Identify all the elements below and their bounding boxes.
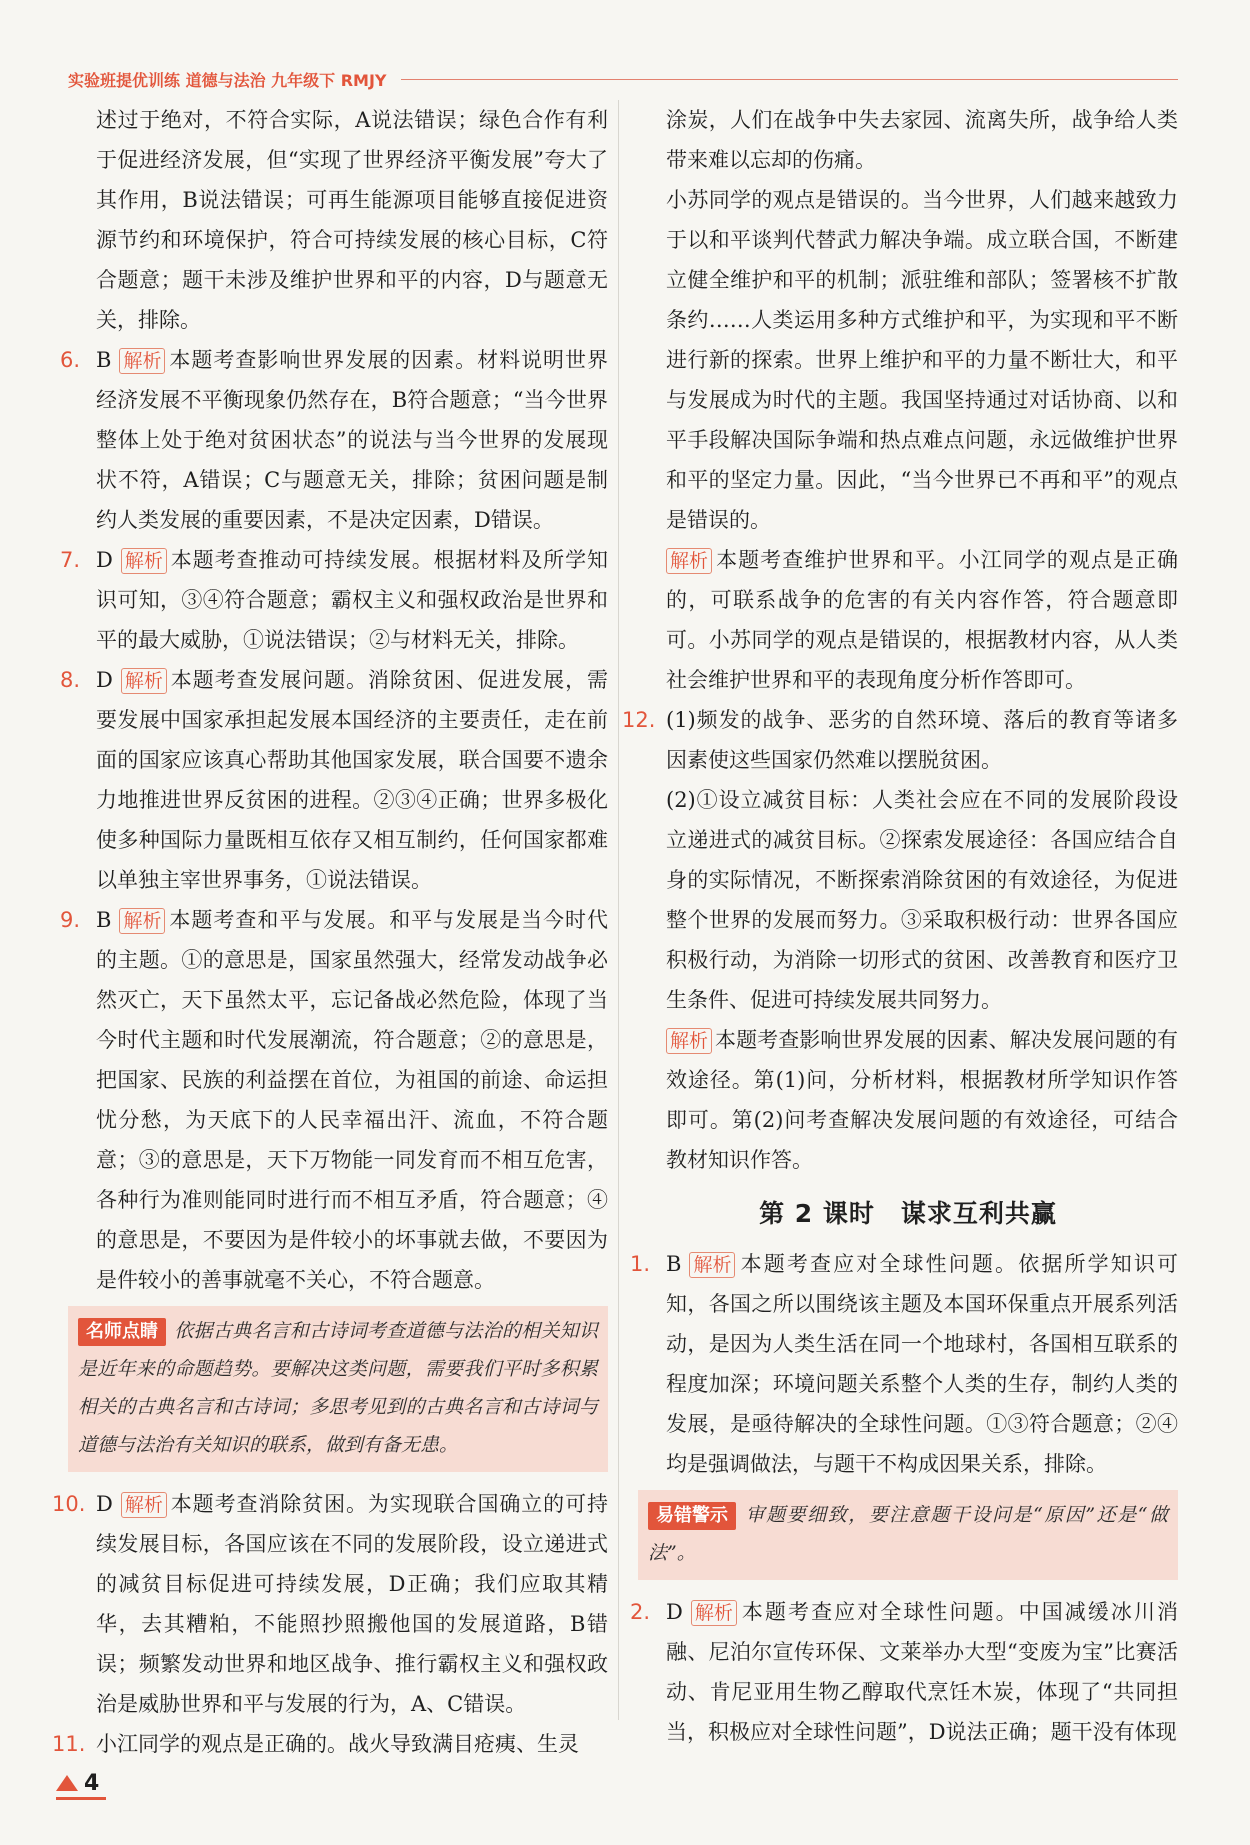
analysis-tag: 解析: [121, 668, 167, 694]
item-number: 12.: [622, 708, 656, 732]
item-text: 本题考查应对全球性问题。依据所学知识可知，各国之所以围绕该主题及本国环保重点开展系列活动，是因为人类生活在同一个地球村，各国相互联系的程度加深；环境问题关系整个人类的生存，制约人类的发展，是亟待解决的全球性问题。①③符合题意；②④均是强调做法，与题干不构成因果关系，排除。: [666, 1252, 1178, 1476]
answer-letter: D: [666, 1600, 683, 1624]
item-12-analysis: [638, 1020, 1178, 1180]
item-number: 8.: [60, 668, 81, 692]
error-warning-text: 审题要细致，要注意题干设问是“原因”还是“做法”。: [648, 1504, 1168, 1564]
item-text: 本题考查影响世界发展的因素。材料说明世界经济发展不平衡现象仍然存在，B符合题意；“当今世界整体上处于绝对贫困状态”的说法与当今世界的发展现状不符，A错误；C与题意无关，排除；贫困问题是制约人类发展的重要因素，不是决定因素，D错误。: [96, 348, 608, 532]
answer-letter: B: [666, 1252, 682, 1276]
lesson2-item-1: [630, 1244, 1178, 1484]
item-12-part-2: (2)①设立减贫目标：人类社会应在不同的发展阶段设立递进式的减贫目标。②探索发展途径：各国应结合自身的实际情况，不断探索消除贫困的有效途径，为促进整个世界的发展而努力。③采取积极行动：世界各国应积极行动，为消除一切形式的贫困、改善教育和医疗卫生条件、促进可持续发展共同努力。: [666, 788, 1178, 1012]
item-11-paragraph-2: 小苏同学的观点是错误的。当今世界，人们越来越致力于以和平谈判代替武力解决争端。成立联合国，不断建立健全维护和平的机制；派驻维和部队；签署核不扩散条约……人类运用多种方式维护和平，为实现和平不断进行新的探索。世界上维护和平的力量不断壮大，和平与发展成为时代的主题。我国坚持通过对话协商、以和平手段解决国际争端和热点难点问题，永远做维护世界和平的坚定力量。因此，“当今世界已不再和平”的观点是错误的。: [666, 188, 1178, 532]
item-number: 11.: [52, 1732, 86, 1756]
answer-letter: D: [96, 1492, 113, 1516]
analysis-text: 本题考查维护世界和平。小江同学的观点是正确的，可联系战争的危害的有关内容作答，符合题意即可。小苏同学的观点是错误的，根据教材内容，从人类社会维护世界和平的表现角度分析作答即可。: [666, 548, 1178, 692]
analysis-tag: 解析: [119, 908, 165, 934]
item-text: 本题考查应对全球性问题。中国减缓冰川消融、尼泊尔宣传环保、文莱举办大型“变废为宝”比赛活动、肯尼亚用生物乙醇取代烹饪木炭，体现了“共同担当，积极应对全球性问题”，D说法正确；题干没有体现: [666, 1600, 1178, 1744]
page-number-underline: [56, 1797, 106, 1800]
analysis-tag: 解析: [121, 1492, 167, 1518]
answer-item-10: [52, 1484, 608, 1724]
answer-item-8: [60, 660, 608, 900]
analysis-tag: 解析: [691, 1600, 737, 1626]
answer-letter: D: [96, 548, 113, 572]
item-text-part-1: (1)频发的战争、恶劣的自然环境、落后的教育等诸多因素使这些国家仍然难以摆脱贫困。: [666, 708, 1178, 772]
page-arrow-icon: [56, 1775, 78, 1791]
analysis-tag: 解析: [119, 348, 165, 374]
lesson2-item-2: [630, 1592, 1178, 1752]
item-text: 本题考查和平与发展。和平与发展是当今时代的主题。①的意思是，国家虽然强大，经常发动战争必然灭亡，天下虽然太平，忘记备战必然危险，体现了当今时代主题和时代发展潮流，符合题意；②的意思是，把国家、民族的利益摆在首位，为祖国的前途、命运担忧分愁，为天底下的人民幸福出汗、流血，不符合题意；③的意思是，天下万物能一同发育而不相互危害，各种行为准则能同时进行而不相互矛盾，符合题意；④的意思是，不要因为是件较小的坏事就去做，不要因为是件较小的善事就毫不关心，不符合题意。: [96, 908, 608, 1292]
item-number: 2.: [630, 1600, 651, 1624]
item-text: 本题考查推动可持续发展。根据材料及所学知识可知，③④符合题意；霸权主义和强权政治是世界和平的最大威胁，①说法错误；②与材料无关，排除。: [96, 548, 608, 652]
error-warning-box: [638, 1490, 1178, 1580]
item-text: 小江同学的观点是正确的。战火导致满目疮痍、生灵: [96, 1732, 579, 1756]
left-column: [52, 100, 608, 1764]
item-11-continued: 涂炭，人们在战争中失去家园、流离失所，战争给人类带来难以忘却的伤痛。: [666, 108, 1178, 172]
teacher-tip-label: 名师点睛: [78, 1318, 166, 1346]
analysis-text: 本题考查影响世界发展的因素、解决发展问题的有效途径。第(1)问，分析材料，根据教材所学知识作答即可。第(2)问考查解决发展问题的有效途径，可结合教材知识作答。: [666, 1028, 1178, 1172]
item-number: 9.: [60, 908, 81, 932]
item-number: 1.: [630, 1252, 651, 1276]
page-number: [56, 1766, 112, 1800]
answer-item-7: [60, 540, 608, 660]
teacher-tip-box: [68, 1306, 608, 1472]
analysis-tag: 解析: [121, 548, 167, 574]
analysis-tag: 解析: [666, 1028, 712, 1054]
answer-letter: B: [96, 908, 112, 932]
analysis-tag: 解析: [689, 1252, 735, 1278]
header-title: 实验班提优训练 道德与法治 九年级下 RMJY: [68, 70, 387, 90]
answer-item-11: [52, 1724, 608, 1764]
item-text: 本题考查发展问题。消除贫困、促进发展，需要发展中国家承担起发展本国经济的主要责任，走在前面的国家应该真心帮助其他国家发展，联合国要不遗余力地推进世界反贫困的进程。②③④正确；世界多极化使多种国际力量既相互依存又相互制约，任何国家都难以单独主宰世界事务，①说法错误。: [96, 668, 608, 892]
right-column: [622, 100, 1178, 1752]
item-number: 6.: [60, 348, 81, 372]
answer-item-6: [60, 340, 608, 540]
teacher-tip-text: 依据古典名言和古诗词考查道德与法治的相关知识是近年来的命题趋势。要解决这类问题，需要我们平时多积累相关的古典名言和古诗词；多思考见到的古典名言和古诗词与道德与法治有关知识的联系，做到有备无患。: [78, 1320, 598, 1456]
page-header: [68, 66, 1178, 92]
answer-item-9: [60, 900, 608, 1300]
item-number: 10.: [52, 1492, 86, 1516]
page-number-text: 4: [84, 1770, 100, 1796]
lesson-title: 第 2 课时 谋求互利共赢: [759, 1199, 1057, 1228]
continued-paragraph: 述过于绝对，不符合实际，A说法错误；绿色合作有利于促进经济发展，但“实现了世界经济平衡发展”夸大了其作用，B说法错误；可再生能源项目能够直接促进资源节约和环境保护，符合可持续发展的核心目标，C符合题意；题干未涉及维护世界和平的内容，D与题意无关，排除。: [96, 108, 608, 332]
answer-letter: B: [96, 348, 112, 372]
analysis-tag: 解析: [666, 548, 712, 574]
item-text: 本题考查消除贫困。为实现联合国确立的可持续发展目标，各国应该在不同的发展阶段，设立递进式的减贫目标促进可持续发展，D正确；我们应取其精华，去其糟粕，不能照抄照搬他国的发展道路，B错误；频繁发动世界和地区战争、推行霸权主义和强权政治是威胁世界和平与发展的行为，A、C错误。: [96, 1492, 608, 1716]
column-divider: [618, 100, 619, 1720]
answer-item-12: [622, 700, 1178, 780]
item-11-analysis: [638, 540, 1178, 700]
error-warning-label: 易错警示: [648, 1502, 736, 1530]
header-rule: [401, 79, 1179, 80]
answer-letter: D: [96, 668, 113, 692]
item-number: 7.: [60, 548, 81, 572]
